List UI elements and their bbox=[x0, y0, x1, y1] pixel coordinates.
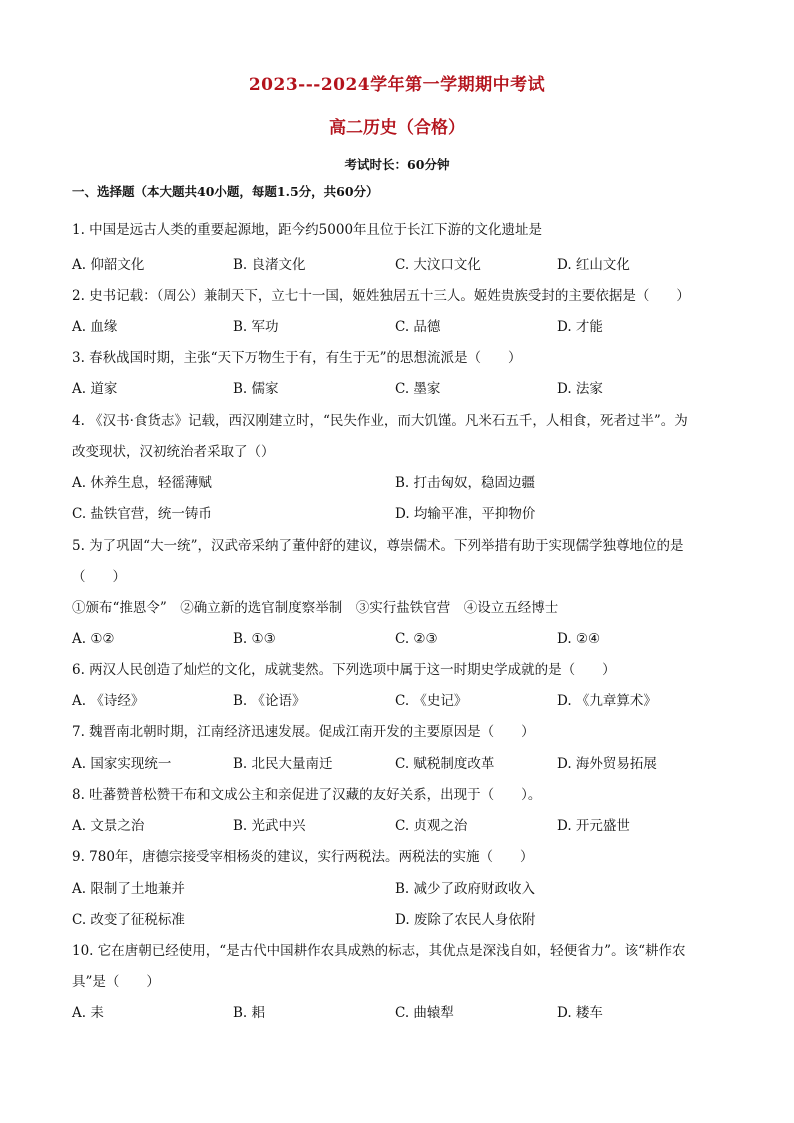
question-3-option-d: D. 法家 bbox=[557, 381, 603, 397]
question-3-option-b: B. 儒家 bbox=[233, 381, 279, 397]
question-10-stem-line-1: 10. 它在唐朝已经使用，“是古代中国耕作农具成熟的标志，其优点是深浅自如，轻便省力”。该“耕作农 bbox=[72, 943, 686, 959]
question-6-option-a: A. 《诗经》 bbox=[72, 693, 145, 709]
question-2-option-b: B. 军功 bbox=[233, 319, 279, 335]
question-5-option-b: B. ①③ bbox=[233, 631, 276, 647]
question-6-option-d: D. 《九章算术》 bbox=[557, 693, 657, 709]
question-5-option-a: A. ①② bbox=[72, 631, 115, 647]
exam-title: 2023---2024学年第一学期期中考试 bbox=[248, 75, 546, 95]
question-1-option-c: C. 大汶口文化 bbox=[395, 257, 481, 273]
question-1-option-a: A. 仰韶文化 bbox=[72, 257, 145, 273]
question-6-option-c: C. 《史记》 bbox=[395, 693, 468, 709]
question-4-option-d: D. 均输平准，平抑物价 bbox=[395, 506, 536, 522]
question-9-option-a: A. 限制了土地兼并 bbox=[72, 881, 185, 897]
question-4-option-c: C. 盐铁官营，统一铸币 bbox=[72, 506, 212, 522]
question-7-stem: 7. 魏晋南北朝时期，江南经济迅速发展。促成江南开发的主要原因是（ ） bbox=[72, 724, 535, 740]
question-4-stem-line-2: 改变现状，汉初统治者采取了（） bbox=[72, 444, 275, 460]
exam-subtitle: 高二历史（合格） bbox=[329, 118, 465, 138]
question-9-option-d: D. 废除了农民人身依附 bbox=[395, 912, 536, 928]
question-10-option-d: D. 耧车 bbox=[557, 1005, 603, 1021]
question-10-option-c: C. 曲辕犁 bbox=[395, 1005, 454, 1021]
question-5-option-d: D. ②④ bbox=[557, 631, 601, 647]
question-5-statements: ①颁布“推恩令” ②确立新的选官制度察举制 ③实行盐铁官营 ④设立五经博士 bbox=[72, 600, 559, 616]
question-1-option-d: D. 红山文化 bbox=[557, 257, 630, 273]
question-2-option-a: A. 血缘 bbox=[72, 319, 118, 335]
question-8-option-d: D. 开元盛世 bbox=[557, 818, 630, 834]
question-2-option-c: C. 品德 bbox=[395, 319, 441, 335]
exam-duration: 考试时长：60分钟 bbox=[344, 157, 450, 172]
question-9-option-b: B. 减少了政府财政收入 bbox=[395, 881, 536, 897]
question-9-stem: 9. 780年，唐德宗接受宰相杨炎的建议，实行两税法。两税法的实施（ ） bbox=[72, 849, 534, 865]
question-6-stem: 6. 两汉人民创造了灿烂的文化，成就斐然。下列选项中属于这一时期史学成就的是（ ） bbox=[72, 662, 616, 678]
question-10-option-b: B. 耜 bbox=[233, 1005, 266, 1021]
question-1-option-b: B. 良渚文化 bbox=[233, 257, 306, 273]
question-3-option-c: C. 墨家 bbox=[395, 381, 441, 397]
question-6-option-b: B. 《论语》 bbox=[233, 693, 306, 709]
question-10-option-a: A. 耒 bbox=[72, 1005, 104, 1021]
question-4-option-a: A. 休养生息，轻徭薄赋 bbox=[72, 475, 212, 491]
question-3-option-a: A. 道家 bbox=[72, 381, 118, 397]
question-3-stem: 3. 春秋战国时期，主张“天下万物生于有，有生于无”的思想流派是（ ） bbox=[72, 350, 522, 366]
question-8-option-a: A. 文景之治 bbox=[72, 818, 145, 834]
question-7-option-d: D. 海外贸易拓展 bbox=[557, 756, 657, 772]
question-8-option-c: C. 贞观之治 bbox=[395, 818, 468, 834]
question-5-stem-line-2: （ ） bbox=[72, 569, 126, 585]
question-8-stem: 8. 吐蕃赞普松赞干布和文成公主和亲促进了汉藏的友好关系，出现于（ ）。 bbox=[72, 787, 542, 803]
question-1-stem: 1. 中国是远古人类的重要起源地，距今约5000年且位于长江下游的文化遗址是 bbox=[72, 222, 543, 238]
question-5-option-c: C. ②③ bbox=[395, 631, 438, 647]
question-9-option-c: C. 改变了征税标准 bbox=[72, 912, 185, 928]
question-4-option-b: B. 打击匈奴，稳固边疆 bbox=[395, 475, 536, 491]
question-8-option-b: B. 光武中兴 bbox=[233, 818, 306, 834]
question-2-stem: 2. 史书记载：（周公）兼制天下，立七十一国，姬姓独居五十三人。姬姓贵族受封的主要依据是（ ） bbox=[72, 288, 690, 304]
question-7-option-a: A. 国家实现统一 bbox=[72, 756, 172, 772]
question-5-stem-line-1: 5. 为了巩固“大一统”，汉武帝采纳了董仲舒的建议，尊崇儒术。下列举措有助于实现儒学独尊地位的是 bbox=[72, 538, 684, 554]
question-7-option-b: B. 北民大量南迁 bbox=[233, 756, 333, 772]
question-4-stem-line-1: 4. 《汉书·食货志》记载，西汉刚建立时，“民失作业，而大饥馑。凡米石五千，人相食，死者过半”。为 bbox=[72, 413, 688, 429]
question-7-option-c: C. 赋税制度改革 bbox=[395, 756, 495, 772]
question-2-option-d: D. 才能 bbox=[557, 319, 603, 335]
section-heading: 一、选择题（本大题共40小题，每题1.5分，共60分） bbox=[72, 184, 379, 199]
question-10-stem-line-2: 具”是（ ） bbox=[72, 974, 160, 990]
